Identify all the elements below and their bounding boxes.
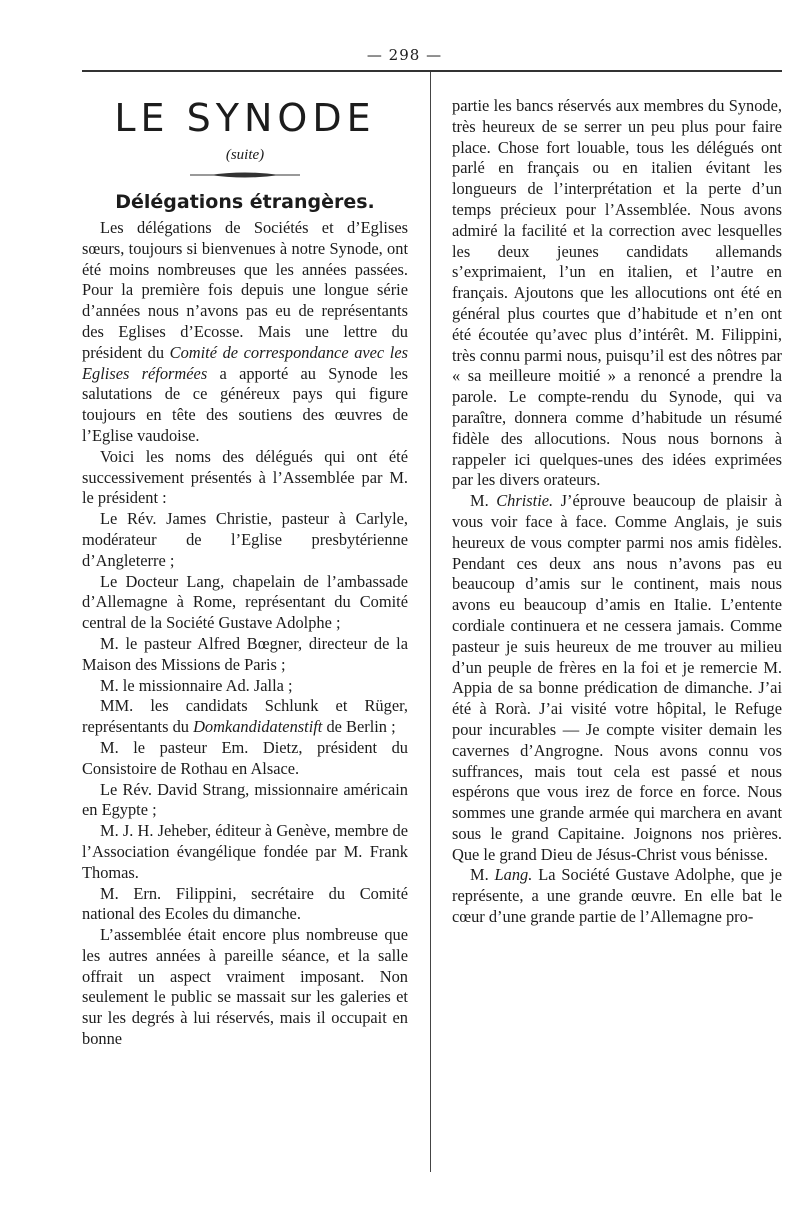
paragraph: partie les bancs réservés aux membres du Synode, très heureux de se serrer un peu plus pour faire place. Chose fort louable, tous les délégués ont parlé en français ou en italien évitant les longueurs de l’interprétation et la perte d’un temps précieux pour l’Assemblée. Nous avons admiré la facilité et la correction avec lesquelles les deux jeunes candidats allemands s’exprimaient, l’un en italien, et l’autre en français. Ajoutons que les allocutions ont été en général plus courtes que d’habitude et n’en ont été écoutée qu’avec plus d’intérêt. M. Filippini, très connu parmi nous, puisqu’il est des nôtres par « sa meilleure moitié » a renoncé a prendre la parole. Le compte-rendu du Synode, qui va paraître, donnera comme d’habitude un résumé fidèle des allocutions. Nous nous bornons à rappeler ici quelques-unes des idées exprimées par les divers orateurs. [452, 96, 782, 490]
delegate-entry: M. J. H. Jeheber, éditeur à Genève, membre de l’Association évangélique fondée par M. Frank Thomas. [82, 821, 408, 882]
column-divider [430, 72, 431, 1172]
delegate-entry: M. le missionnaire Ad. Jalla ; [100, 675, 293, 695]
delegate-entry: M. le pasteur Em. Dietz, président du Consistoire de Rothau en Alsace. [82, 737, 408, 778]
right-column [452, 96, 782, 1191]
delegate-entry: M. Ern. Filippini, secrétaire du Comité national des Ecoles du dimanche. [82, 883, 408, 924]
ornament-divider-icon [190, 170, 300, 180]
delegate-entry: Le Docteur Lang, chapelain de l’ambassade d’Allemagne à Rome, représentant du Comité central de la Société Gustave Adolphe ; [82, 571, 408, 633]
paragraph: Les délégations de Sociétés et d’Eglises sœurs, toujours si bienvenues à notre Synode, ont été moins nombreuses que les années passées. Pour la première fois depuis une longue série d’années nous n’avons pas eu de représentants des Eglises d’Ecosse. Mais une lettre du président du Comité de correspondance avec les Eglises réformées a apporté au Synode les salutations de ce généreux pays qui figure toujours en tête des soutiens des œuvres de l’Eglise vaudoise. [82, 218, 408, 445]
header-rule [82, 70, 782, 72]
paragraph: Voici les noms des délégués qui ont été successivement présentés à l’Assemblée par M. le président : [82, 446, 408, 508]
speech-paragraph: M. Lang. La Société Gustave Adolphe, que je représente, a une grande œuvre. En elle bat le cœur d’une grande partie de l’Allemagne pro- [452, 865, 782, 927]
delegate-entry: Le Rév. James Christie, pasteur à Carlyle, modérateur de l’Eglise presbytérienne d’Angleterre ; [82, 509, 408, 570]
left-column [82, 90, 408, 1185]
article-title: LE SYNODE [114, 96, 376, 140]
delegate-entry: Le Rév. David Strang, missionnaire américain en Egypte ; [82, 779, 408, 820]
page-number: — 298 — [366, 46, 443, 64]
section-heading: Délégations étrangères. [115, 191, 375, 213]
speech-paragraph: M. Christie. J’éprouve beaucoup de plaisir à vous voir face à face. Comme Anglais, je suis heureux de vous compter parmi nos amis fidèles. Pendant ces deux ans nous n’avons pas eu beaucoup d’amis sur le continent, mais nous avons eu beaucoup d’amis en Italie. L’entente cordiale continuera et ne cessera jamais. Comme pasteur je suis heureux de me trouver au milieu d’un peuple de frères en la foi et je remercie M. Appia de sa bonne prédication de dimanche. J’ai été à Rorà. J’ai visité votre hôpital, le Refuge pour incurables — Je compte visiter demain les cavernes d’Angrogne. Nous avons connu vos suffrances, mais tout cela est passé et nous espérons que vous irez de force en force. Nous sommes une grande armée qui marchera en avant sous le grand Capitaine. Joignons nos prières. Que le grand Dieu de Jésus-Christ vous bénisse. [452, 491, 782, 864]
delegate-entry: M. le pasteur Alfred Bœgner, directeur de la Maison des Missions de Paris ; [82, 633, 408, 674]
article-subtitle: (suite) [225, 147, 265, 163]
paragraph: L’assemblée était encore plus nombreuse que les autres années à pareille séance, et la salle offrait un aspect vraiment imposant. Non seulement le public se massait sur les galeries et sur les degrés à lui réservés, mais il occupait en bonne [82, 925, 408, 1049]
delegate-entry: MM. les candidats Schlunk et Rüger, représentants du Domkandidatenstift de Berlin ; [82, 696, 408, 737]
